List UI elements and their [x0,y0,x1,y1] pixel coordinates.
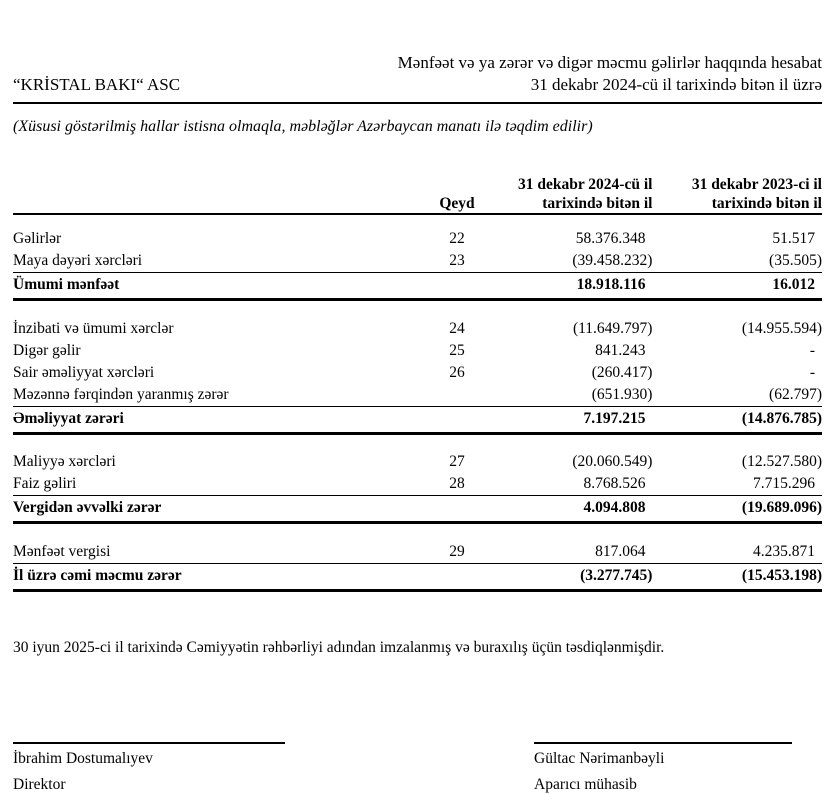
note-ref: 22 [449,230,465,247]
spacer-row [13,523,822,541]
table-row-interest-income [13,473,822,496]
row-label: Maliyyə xərcləri [13,453,116,470]
company-name: “KRİSTAL BAKI“ ASC [13,75,181,94]
value-2023: 16.012 [652,273,822,300]
table-row-admin-expenses [13,318,822,340]
approval-note: 30 iyun 2025-ci il tarixində Cəmiyyətin rəhbərliyi adından imzalanmış və buraxılış üçün təsdiqlənmişdir. [13,638,665,656]
value-2023: (12.527.580) [741,453,822,470]
value-2024: (39.458.232) [572,252,653,269]
period-2023-line2: tarixində bitən il [711,195,822,212]
table-row-income-tax [13,541,822,564]
table-row-finance-costs [13,451,822,473]
value-2023: - [809,341,815,359]
value-2023: 4.235.871 [753,542,815,560]
value-2023: (19.689.096) [652,496,822,523]
period-2024-line1: 31 dekabr 2024-cü il [517,176,653,193]
note-ref: 24 [449,319,465,337]
value-2023: (15.453.198) [652,563,822,590]
value-2023: (14.955.594) [741,319,822,337]
total-row-loss-before-tax [13,496,822,523]
total-row-gross-profit [13,273,822,300]
note-ref: 29 [449,542,465,560]
signature-block-accountant [534,742,792,795]
spacer-row [13,214,822,228]
label-column-header [13,175,431,214]
currency-note: (Xüsusi göstərilmiş hallar istisna olmaqla, məbləğlər Azərbaycan manatı ilə təqdim edilir) [13,118,593,135]
period-2023-column-header [652,175,822,214]
value-2023: 51.517 [772,230,815,247]
value-2024: (3.277.745) [483,563,653,590]
note-column-header: Qeyd [431,175,483,214]
table-row-fx-loss [13,384,822,407]
signatory-name: Gültac Nərimanbəyli [534,749,665,767]
table-row-revenue [13,228,822,250]
row-label: Məzənnə fərqindən yaranmış zərər [13,385,229,403]
income-statement-table [13,175,822,592]
row-label: Gəlirlər [13,230,62,247]
row-label: Mənfəət vergisi [13,542,111,560]
note-ref [431,384,483,407]
signature-line [13,742,285,744]
value-2023: - [809,363,815,381]
signatory-title: Direktor [13,775,66,793]
note-ref [431,563,483,590]
value-2024: (651.930) [591,385,653,403]
total-row-total-comprehensive-loss [13,563,822,590]
row-label: Vergidən əvvəlki zərər [13,496,431,523]
signatory-name: İbrahim Dostumalıyev [13,749,153,767]
signatory-title: Aparıcı mühasib [534,775,637,793]
row-label: Digər gəlir [13,341,81,359]
value-2023: 7.715.296 [753,475,815,492]
note-ref: 27 [449,453,465,470]
value-2023: (62.797) [769,385,822,403]
value-2024: 817.064 [595,542,646,560]
document-header [13,52,822,104]
value-2024: (20.060.549) [572,453,653,470]
row-label: Maya dəyəri xərcləri [13,252,143,269]
table-row-other-operating-expenses [13,362,822,384]
note-ref [431,273,483,300]
signature-block-director [13,742,285,795]
signature-line [534,742,792,744]
note-ref: 25 [449,341,465,359]
spacer-row [13,300,822,318]
row-label: Ümumi mənfəət [13,273,431,300]
note-ref [431,406,483,433]
note-ref: 26 [449,363,465,381]
note-ref [431,496,483,523]
value-2023: (35.505) [769,252,822,269]
period-2024-column-header [483,175,653,214]
note-ref: 28 [449,475,465,492]
table-row-cost-of-sales [13,250,822,273]
signature-section [13,742,822,795]
value-2024: 4.094.808 [483,496,653,523]
value-2024: 18.918.116 [483,273,653,300]
period-2024-line2: tarixində bitən il [542,195,653,212]
value-2024: (260.417) [591,363,653,381]
value-2023: (14.876.785) [652,406,822,433]
row-label: İl üzrə cəmi məcmu zərər [13,563,431,590]
value-2024: 58.376.348 [575,230,646,247]
report-title-line1: Mənfəət və ya zərər və digər məcmu gəlirlər haqqında hesabat [397,53,822,72]
row-label: Faiz gəliri [13,475,77,492]
row-label: Əməliyyat zərəri [13,406,431,433]
value-2024: 8.768.526 [583,475,646,492]
row-label: İnzibati və ümumi xərclər [13,319,174,337]
report-title [398,52,822,96]
table-header-row [13,175,822,214]
row-label: Sair əməliyyat xərcləri [13,363,155,381]
value-2024: (11.649.797) [572,319,653,337]
table-row-other-income [13,340,822,362]
period-2023-line1: 31 dekabr 2023-ci il [691,176,822,193]
note-ref: 23 [449,252,465,269]
total-row-operating-loss [13,406,822,433]
value-2024: 7.197.215 [483,406,653,433]
value-2024: 841.243 [595,341,646,359]
spacer-row [13,433,822,451]
report-title-line2: 31 dekabr 2024-cü il tarixində bitən il üzrə [530,75,822,94]
